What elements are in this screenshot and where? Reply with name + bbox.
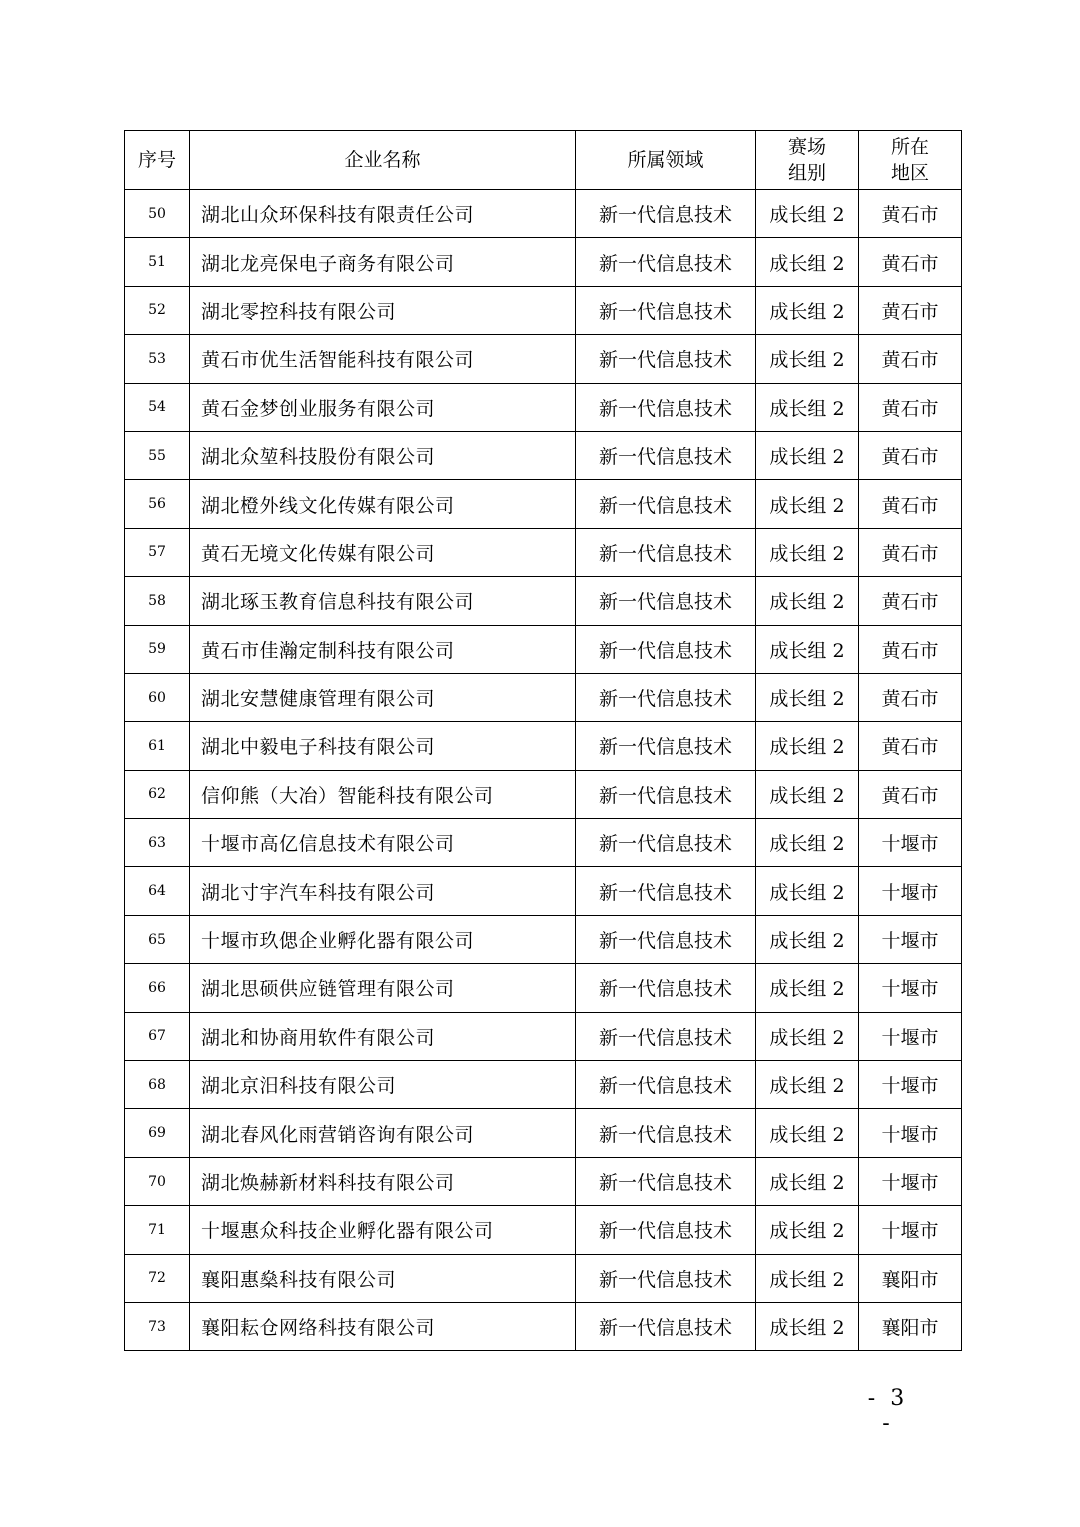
table-row — [125, 190, 962, 238]
cell-company-name: 信仰熊（大冶）智能科技有限公司 — [190, 770, 576, 818]
cell-region: 黄石市 — [859, 770, 962, 818]
cell-region: 黄石市 — [859, 625, 962, 673]
cell-field: 新一代信息技术 — [576, 480, 756, 528]
cell-region: 十堰市 — [859, 1109, 962, 1157]
cell-field: 新一代信息技术 — [576, 1109, 756, 1157]
cell-seq: 67 — [125, 1012, 190, 1060]
table-row — [125, 1109, 962, 1157]
cell-company-name: 湖北思硕供应链管理有限公司 — [190, 964, 576, 1012]
cell-company-name: 湖北山众环保科技有限责任公司 — [190, 190, 576, 238]
cell-region: 黄石市 — [859, 190, 962, 238]
cell-field: 新一代信息技术 — [576, 819, 756, 867]
cell-seq: 50 — [125, 190, 190, 238]
cell-field: 新一代信息技术 — [576, 673, 756, 721]
cell-company-name: 湖北琢玉教育信息科技有限公司 — [190, 577, 576, 625]
cell-group: 成长组 2 — [756, 722, 859, 770]
cell-group: 成长组 2 — [756, 867, 859, 915]
cell-field: 新一代信息技术 — [576, 625, 756, 673]
table-row — [125, 528, 962, 576]
cell-region: 十堰市 — [859, 1157, 962, 1205]
cell-group: 成长组 2 — [756, 286, 859, 334]
cell-company-name: 湖北安慧健康管理有限公司 — [190, 673, 576, 721]
cell-seq: 61 — [125, 722, 190, 770]
cell-seq: 70 — [125, 1157, 190, 1205]
cell-company-name: 黄石市优生活智能科技有限公司 — [190, 335, 576, 383]
table-row — [125, 238, 962, 286]
cell-group: 成长组 2 — [756, 1109, 859, 1157]
cell-field: 新一代信息技术 — [576, 867, 756, 915]
cell-region: 十堰市 — [859, 964, 962, 1012]
cell-company-name: 襄阳惠燊科技有限公司 — [190, 1254, 576, 1302]
cell-seq: 73 — [125, 1302, 190, 1350]
cell-region: 十堰市 — [859, 1061, 962, 1109]
cell-company-name: 襄阳耘仓网络科技有限公司 — [190, 1302, 576, 1350]
cell-field: 新一代信息技术 — [576, 190, 756, 238]
cell-company-name: 黄石市佳瀚定制科技有限公司 — [190, 625, 576, 673]
cell-seq: 57 — [125, 528, 190, 576]
cell-company-name: 湖北零控科技有限公司 — [190, 286, 576, 334]
cell-company-name: 黄石金梦创业服务有限公司 — [190, 383, 576, 431]
cell-region: 黄石市 — [859, 480, 962, 528]
table-row — [125, 431, 962, 479]
cell-field: 新一代信息技术 — [576, 286, 756, 334]
cell-seq: 59 — [125, 625, 190, 673]
cell-region: 襄阳市 — [859, 1254, 962, 1302]
cell-seq: 68 — [125, 1061, 190, 1109]
header-region — [859, 131, 962, 190]
table-header-row — [125, 131, 962, 190]
cell-field: 新一代信息技术 — [576, 238, 756, 286]
cell-region: 黄石市 — [859, 335, 962, 383]
cell-company-name: 十堰市高亿信息技术有限公司 — [190, 819, 576, 867]
header-field: 所属领域 — [576, 131, 756, 190]
header-region-line1: 所在 — [890, 136, 929, 158]
header-region-line2: 地区 — [890, 162, 929, 184]
table-row — [125, 480, 962, 528]
cell-group: 成长组 2 — [756, 625, 859, 673]
cell-group: 成长组 2 — [756, 383, 859, 431]
cell-region: 十堰市 — [859, 867, 962, 915]
cell-company-name: 湖北春风化雨营销咨询有限公司 — [190, 1109, 576, 1157]
cell-field: 新一代信息技术 — [576, 577, 756, 625]
cell-field: 新一代信息技术 — [576, 1302, 756, 1350]
cell-seq: 60 — [125, 673, 190, 721]
cell-group: 成长组 2 — [756, 915, 859, 963]
cell-field: 新一代信息技术 — [576, 383, 756, 431]
table-row — [125, 722, 962, 770]
table-row — [125, 1254, 962, 1302]
cell-company-name: 湖北龙亮保电子商务有限公司 — [190, 238, 576, 286]
cell-seq: 62 — [125, 770, 190, 818]
cell-group: 成长组 2 — [756, 190, 859, 238]
cell-field: 新一代信息技术 — [576, 915, 756, 963]
cell-company-name: 湖北中毅电子科技有限公司 — [190, 722, 576, 770]
cell-group: 成长组 2 — [756, 1254, 859, 1302]
cell-field: 新一代信息技术 — [576, 528, 756, 576]
cell-field: 新一代信息技术 — [576, 1157, 756, 1205]
cell-region: 黄石市 — [859, 383, 962, 431]
cell-group: 成长组 2 — [756, 673, 859, 721]
cell-seq: 54 — [125, 383, 190, 431]
cell-field: 新一代信息技术 — [576, 1254, 756, 1302]
table-row — [125, 577, 962, 625]
header-company-name: 企业名称 — [190, 131, 576, 190]
header-group-line2: 组别 — [787, 162, 826, 184]
cell-region: 十堰市 — [859, 1012, 962, 1060]
cell-field: 新一代信息技术 — [576, 1012, 756, 1060]
header-seq: 序号 — [125, 131, 190, 190]
cell-seq: 66 — [125, 964, 190, 1012]
header-group-line1: 赛场 — [787, 136, 826, 158]
table-row — [125, 770, 962, 818]
table-row — [125, 1012, 962, 1060]
cell-seq: 64 — [125, 867, 190, 915]
cell-seq: 53 — [125, 335, 190, 383]
cell-region: 黄石市 — [859, 286, 962, 334]
cell-seq: 69 — [125, 1109, 190, 1157]
table-row — [125, 964, 962, 1012]
table-row — [125, 335, 962, 383]
table-body — [125, 190, 962, 1351]
cell-region: 十堰市 — [859, 1206, 962, 1254]
cell-company-name: 十堰惠众科技企业孵化器有限公司 — [190, 1206, 576, 1254]
page-number: - 3 - — [867, 1386, 909, 1436]
cell-group: 成长组 2 — [756, 1157, 859, 1205]
cell-region: 黄石市 — [859, 722, 962, 770]
table-row — [125, 1302, 962, 1350]
cell-group: 成长组 2 — [756, 1061, 859, 1109]
header-group — [756, 131, 859, 190]
cell-field: 新一代信息技术 — [576, 722, 756, 770]
table-row — [125, 383, 962, 431]
company-roster-table — [124, 130, 962, 1351]
cell-company-name: 黄石无境文化传媒有限公司 — [190, 528, 576, 576]
cell-seq: 52 — [125, 286, 190, 334]
cell-company-name: 湖北焕赫新材料科技有限公司 — [190, 1157, 576, 1205]
table-row — [125, 673, 962, 721]
cell-region: 襄阳市 — [859, 1302, 962, 1350]
cell-company-name: 湖北众堃科技股份有限公司 — [190, 431, 576, 479]
cell-region: 十堰市 — [859, 819, 962, 867]
cell-group: 成长组 2 — [756, 964, 859, 1012]
cell-group: 成长组 2 — [756, 1012, 859, 1060]
cell-seq: 71 — [125, 1206, 190, 1254]
cell-company-name: 湖北寸宇汽车科技有限公司 — [190, 867, 576, 915]
cell-group: 成长组 2 — [756, 528, 859, 576]
cell-seq: 51 — [125, 238, 190, 286]
cell-group: 成长组 2 — [756, 770, 859, 818]
cell-group: 成长组 2 — [756, 577, 859, 625]
table-row — [125, 1206, 962, 1254]
cell-field: 新一代信息技术 — [576, 431, 756, 479]
cell-group: 成长组 2 — [756, 480, 859, 528]
cell-seq: 63 — [125, 819, 190, 867]
cell-field: 新一代信息技术 — [576, 1206, 756, 1254]
table-row — [125, 625, 962, 673]
cell-company-name: 湖北京汨科技有限公司 — [190, 1061, 576, 1109]
cell-field: 新一代信息技术 — [576, 1061, 756, 1109]
cell-region: 黄石市 — [859, 528, 962, 576]
table-row — [125, 286, 962, 334]
table-row — [125, 915, 962, 963]
cell-company-name: 十堰市玖偲企业孵化器有限公司 — [190, 915, 576, 963]
cell-seq: 55 — [125, 431, 190, 479]
cell-region: 十堰市 — [859, 915, 962, 963]
table-row — [125, 1157, 962, 1205]
cell-group: 成长组 2 — [756, 1302, 859, 1350]
table-row — [125, 867, 962, 915]
cell-region: 黄石市 — [859, 673, 962, 721]
cell-field: 新一代信息技术 — [576, 335, 756, 383]
cell-group: 成长组 2 — [756, 238, 859, 286]
cell-seq: 56 — [125, 480, 190, 528]
cell-region: 黄石市 — [859, 577, 962, 625]
table-row — [125, 1061, 962, 1109]
cell-seq: 65 — [125, 915, 190, 963]
cell-group: 成长组 2 — [756, 335, 859, 383]
cell-field: 新一代信息技术 — [576, 770, 756, 818]
cell-group: 成长组 2 — [756, 431, 859, 479]
cell-company-name: 湖北和协商用软件有限公司 — [190, 1012, 576, 1060]
cell-region: 黄石市 — [859, 431, 962, 479]
cell-seq: 58 — [125, 577, 190, 625]
cell-company-name: 湖北橙外线文化传媒有限公司 — [190, 480, 576, 528]
cell-group: 成长组 2 — [756, 819, 859, 867]
cell-field: 新一代信息技术 — [576, 964, 756, 1012]
cell-group: 成长组 2 — [756, 1206, 859, 1254]
cell-seq: 72 — [125, 1254, 190, 1302]
cell-region: 黄石市 — [859, 238, 962, 286]
table-row — [125, 819, 962, 867]
